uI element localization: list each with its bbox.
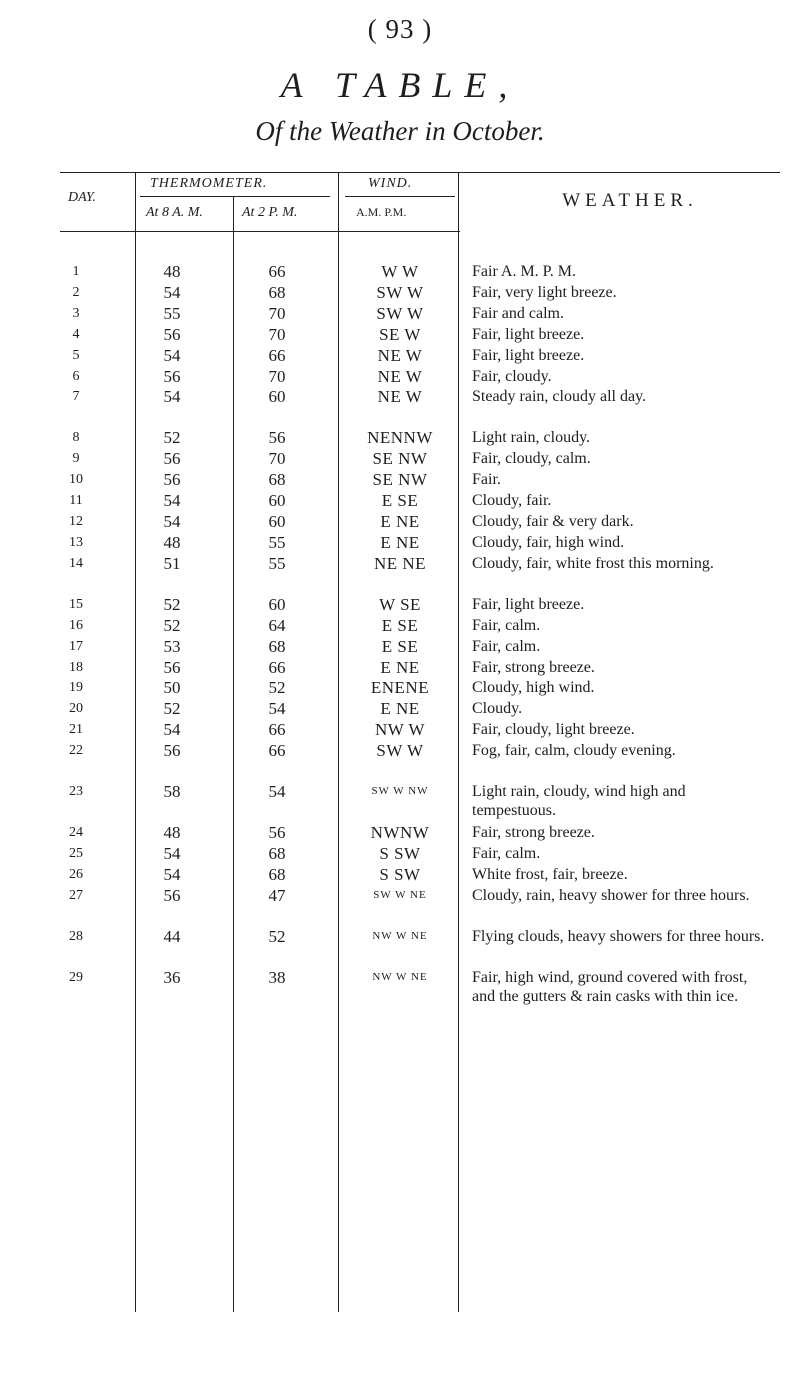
temp-8am: 54 <box>163 282 181 302</box>
temp-2pm: 38 <box>268 967 286 987</box>
day-number: 13 <box>69 534 83 550</box>
wind-direction: NE W <box>377 366 423 386</box>
wind-direction: E NE <box>380 512 420 531</box>
wind-direction: E NE <box>380 657 420 677</box>
wind-direction: NWNW <box>370 823 430 843</box>
temp-8am: 48 <box>163 532 181 552</box>
weather-description: Fair and calm. <box>472 304 564 322</box>
day-number: 7 <box>72 389 80 405</box>
day-number: 9 <box>72 451 80 467</box>
temp-2pm: 68 <box>268 864 286 884</box>
temp-2pm: 66 <box>268 345 286 365</box>
temp-2pm: 54 <box>268 699 286 719</box>
weather-description: Light rain, cloudy, wind high and tempestuous. <box>472 783 686 820</box>
weather-description: Cloudy, fair. <box>472 492 552 510</box>
header-weather: WEATHER. <box>562 190 698 211</box>
wind-direction: SW W <box>376 282 424 302</box>
weather-description: White frost, fair, breeze. <box>472 865 628 883</box>
day-number: 11 <box>69 493 83 509</box>
day-number: 21 <box>69 722 83 738</box>
wind-direction: NW W NE <box>372 929 428 942</box>
wind-direction: NENNW <box>367 428 433 448</box>
day-number: 16 <box>69 617 83 633</box>
header-thermometer: THERMOMETER. <box>150 176 268 191</box>
day-number: 12 <box>69 514 83 529</box>
wind-direction: NW W NE <box>372 970 428 983</box>
temp-2pm: 68 <box>268 282 286 302</box>
temp-8am: 55 <box>163 303 181 323</box>
wind-direction: SW W NW <box>371 785 429 798</box>
weather-description: Fair, light breeze. <box>472 595 585 613</box>
temp-8am: 58 <box>163 782 181 802</box>
temp-2pm: 55 <box>268 553 286 573</box>
day-number: 19 <box>69 680 83 696</box>
temp-8am: 48 <box>163 823 181 843</box>
wind-direction: S SW <box>379 864 421 884</box>
wind-direction: E SE <box>381 636 419 656</box>
day-number: 5 <box>72 347 80 363</box>
weather-description: Cloudy, fair & very dark. <box>472 513 634 530</box>
temp-8am: 56 <box>163 657 181 677</box>
wind-direction: SW W <box>376 741 424 761</box>
wind-direction: SE W <box>379 324 421 344</box>
weather-description: Fair, cloudy, calm. <box>472 450 591 468</box>
header-day: DAY. <box>68 190 96 205</box>
temp-2pm: 70 <box>268 366 286 386</box>
wind-direction: W W <box>381 262 419 281</box>
day-number: 29 <box>69 969 83 985</box>
temp-2pm: 54 <box>268 782 286 802</box>
day-number: 14 <box>69 555 83 571</box>
header-wind-times: A.M. P.M. <box>356 205 407 219</box>
temp-2pm: 52 <box>268 678 286 698</box>
weather-description: Cloudy, fair, white frost this morning. <box>472 554 714 572</box>
temp-2pm: 70 <box>268 303 286 323</box>
wind-direction: SW W <box>376 303 424 323</box>
temp-8am: 53 <box>163 636 181 656</box>
temp-2pm: 64 <box>268 615 286 635</box>
temp-8am: 52 <box>163 594 181 614</box>
temp-8am: 54 <box>163 345 181 365</box>
temp-8am: 48 <box>163 262 181 281</box>
header-at-2-pm: At 2 P. M. <box>242 205 298 220</box>
temp-2pm: 66 <box>268 657 286 677</box>
temp-8am: 51 <box>163 553 181 573</box>
weather-description: Cloudy, high wind. <box>472 679 595 697</box>
day-number: 8 <box>72 430 80 446</box>
day-number: 4 <box>72 326 80 342</box>
wind-direction: E NE <box>380 699 420 719</box>
weather-description: Fair, high wind, ground covered with frost, and the gutters & rain casks with thin ice. <box>472 968 748 1005</box>
weather-description: Fog, fair, calm, cloudy evening. <box>472 742 676 760</box>
temp-8am: 52 <box>163 428 181 448</box>
weather-description: Fair, cloudy, light breeze. <box>472 721 635 739</box>
temp-8am: 54 <box>163 491 181 511</box>
wind-direction: E SE <box>381 491 419 511</box>
weather-description: Fair, calm. <box>472 845 541 862</box>
temp-8am: 52 <box>163 699 181 719</box>
weather-description: Fair, very light breeze. <box>472 283 617 301</box>
day-number: 26 <box>69 866 83 882</box>
weather-description: Cloudy. <box>472 700 523 718</box>
header-at-8-am: At 8 A. M. <box>146 205 203 220</box>
wind-direction: W SE <box>379 594 421 614</box>
header-wind: WIND. <box>368 176 413 191</box>
temp-2pm: 52 <box>268 926 286 946</box>
temp-2pm: 60 <box>268 491 286 511</box>
page-subtitle: Of the Weather in October. <box>255 116 545 146</box>
wind-direction: E SE <box>381 615 419 635</box>
temp-8am: 56 <box>163 885 181 905</box>
day-number: 2 <box>72 284 80 300</box>
day-number: 28 <box>69 928 83 944</box>
day-number: 22 <box>69 743 83 759</box>
day-number: 18 <box>69 659 83 675</box>
temp-8am: 56 <box>163 449 181 469</box>
wind-direction: ENENE <box>370 678 430 698</box>
wind-direction: E NE <box>380 532 420 552</box>
temp-8am: 54 <box>163 512 181 531</box>
temp-8am: 52 <box>163 615 181 635</box>
weather-description: Cloudy, rain, heavy shower for three hours. <box>472 886 750 904</box>
day-number: 23 <box>69 784 83 800</box>
day-number: 10 <box>69 472 83 488</box>
page-title: A TABLE, <box>280 65 520 105</box>
temp-8am: 50 <box>163 678 181 698</box>
wind-direction: SW W NE <box>373 888 427 901</box>
day-number: 6 <box>72 368 80 384</box>
weather-description: Fair, calm. <box>472 616 541 634</box>
wind-direction: S SW <box>379 844 421 863</box>
temp-8am: 36 <box>163 967 181 987</box>
weather-description: Fair, light breeze. <box>472 325 585 343</box>
temp-2pm: 68 <box>268 636 286 656</box>
weather-description: Fair, calm. <box>472 637 541 655</box>
day-number: 20 <box>69 701 83 717</box>
day-number: 1 <box>72 264 80 279</box>
weather-description: Steady rain, cloudy all day. <box>472 388 647 406</box>
wind-direction: NE W <box>377 345 423 365</box>
weather-description: Flying clouds, heavy showers for three hours. <box>472 927 765 945</box>
day-number: 15 <box>69 596 83 612</box>
temp-2pm: 60 <box>268 512 286 531</box>
temp-2pm: 66 <box>268 262 286 281</box>
temp-2pm: 60 <box>268 594 286 614</box>
day-number: 17 <box>69 638 83 654</box>
temp-2pm: 66 <box>268 741 286 761</box>
wind-direction: NE NE <box>373 553 427 573</box>
weather-description: Cloudy, fair, high wind. <box>472 533 625 551</box>
temp-8am: 44 <box>163 926 181 946</box>
temp-8am: 56 <box>163 324 181 344</box>
temp-2pm: 70 <box>268 449 286 469</box>
temp-2pm: 56 <box>268 428 286 448</box>
wind-direction: NE W <box>377 387 423 407</box>
weather-description: Fair, cloudy. <box>472 367 552 385</box>
day-number: 27 <box>69 887 83 903</box>
weather-description: Fair, light breeze. <box>472 346 585 364</box>
weather-description: Fair, strong breeze. <box>472 658 595 676</box>
temp-2pm: 68 <box>268 470 286 490</box>
temp-8am: 54 <box>163 720 181 740</box>
wind-direction: SE NW <box>372 470 428 490</box>
weather-description: Fair, strong breeze. <box>472 824 595 842</box>
temp-2pm: 60 <box>268 387 286 407</box>
day-number: 24 <box>69 825 83 841</box>
temp-2pm: 66 <box>268 720 286 740</box>
wind-direction: NW W <box>374 720 425 740</box>
day-number: 3 <box>72 305 80 321</box>
day-number: 25 <box>69 846 83 861</box>
wind-direction: SE NW <box>372 449 428 469</box>
temp-2pm: 68 <box>268 844 286 863</box>
temp-2pm: 55 <box>268 532 286 552</box>
temp-8am: 54 <box>163 864 181 884</box>
weather-description: Fair A. M. P. M. <box>472 263 577 280</box>
temp-8am: 56 <box>163 470 181 490</box>
temp-8am: 54 <box>163 387 181 407</box>
temp-8am: 54 <box>163 844 181 863</box>
temp-2pm: 56 <box>268 823 286 843</box>
temp-2pm: 47 <box>268 885 286 905</box>
page-number: ( 93 ) <box>367 14 433 44</box>
temp-8am: 56 <box>163 741 181 761</box>
weather-description: Light rain, cloudy. <box>472 429 591 447</box>
temp-2pm: 70 <box>268 324 286 344</box>
temp-8am: 56 <box>163 366 181 386</box>
weather-description: Fair. <box>472 471 501 489</box>
